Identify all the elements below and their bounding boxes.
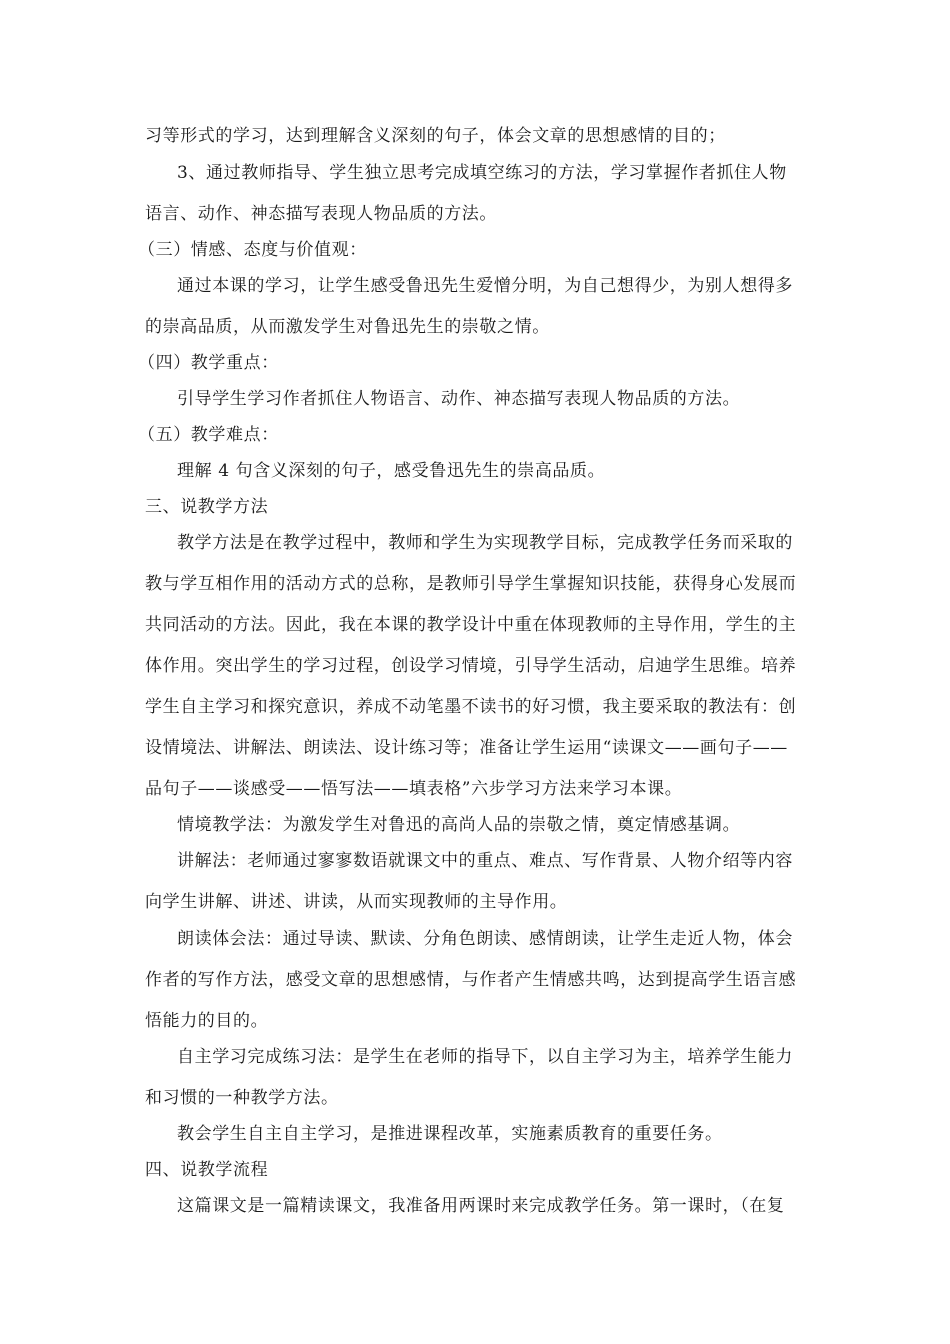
section-heading: （五）教学难点： — [138, 425, 279, 445]
paragraph-line: 品句子——谈感受——悟写法——填表格”六步学习方法来学习本课。 — [145, 779, 683, 799]
section-heading: 三、说教学方法 — [145, 497, 269, 517]
paragraph-line: 作者的写作方法，感受文章的思想感情，与作者产生情感共鸣，达到提高学生语言感 — [145, 970, 797, 990]
paragraph-line: 习等形式的学习，达到理解含义深刻的句子，体会文章的思想感情的目的； — [145, 126, 726, 146]
section-heading: （三）情感、态度与价值观： — [138, 240, 367, 260]
paragraph-line: 教会学生自主自主学习，是推进课程改革，实施素质教育的重要任务。 — [177, 1124, 723, 1144]
section-heading: 四、说教学流程 — [145, 1160, 269, 1180]
paragraph-line: 向学生讲解、讲述、讲读，从而实现教师的主导作用。 — [145, 892, 568, 912]
paragraph-line: 的崇高品质，从而激发学生对鲁迅先生的崇敬之情。 — [145, 317, 550, 337]
paragraph-line: 和习惯的一种教学方法。 — [145, 1088, 339, 1108]
paragraph-line: 教与学互相作用的活动方式的总称，是教师引导学生掌握知识技能，获得身心发展而 — [145, 574, 797, 594]
paragraph-line: 这篇课文是一篇精读课文，我准备用两课时来完成教学任务。第一课时，（在复 — [177, 1196, 785, 1216]
paragraph-line: 体作用。突出学生的学习过程，创设学习情境，引导学生活动，启迪学生思维。培养 — [145, 656, 797, 676]
paragraph-line: 悟能力的目的。 — [145, 1011, 269, 1031]
paragraph-line: 朗读体会法：通过导读、默读、分角色朗读、感情朗读，让学生走近人物，体会 — [177, 929, 793, 949]
paragraph-line: 学生自主学习和探究意识，养成不动笔墨不读书的好习惯，我主要采取的教法有：创 — [145, 697, 797, 717]
paragraph-line: 引导学生学习作者抓住人物语言、动作、神态描写表现人物品质的方法。 — [177, 389, 741, 409]
paragraph-line: 讲解法：老师通过寥寥数语就课文中的重点、难点、写作背景、人物介绍等内容 — [177, 851, 793, 871]
section-heading: （四）教学重点： — [138, 353, 279, 373]
paragraph-line: 教学方法是在教学过程中，教师和学生为实现教学目标，完成教学任务而采取的 — [177, 533, 793, 553]
paragraph-line: 语言、动作、神态描写表现人物品质的方法。 — [145, 204, 497, 224]
paragraph-line: 理解 4 句含义深刻的句子，感受鲁迅先生的崇高品质。 — [177, 461, 606, 481]
paragraph-line: 3、通过教师指导、学生独立思考完成填空练习的方法，学习掌握作者抓住人物 — [177, 163, 787, 183]
paragraph-line: 自主学习完成练习法：是学生在老师的指导下，以自主学习为主，培养学生能力 — [177, 1047, 793, 1067]
paragraph-line: 共同活动的方法。因此，我在本课的教学设计中重在体现教师的主导作用，学生的主 — [145, 615, 797, 635]
paragraph-line: 设情境法、讲解法、朗读法、设计练习等；准备让学生运用“读课文——画句子—— — [145, 738, 788, 758]
paragraph-line: 情境教学法：为激发学生对鲁迅的高尚人品的崇敬之情，奠定情感基调。 — [177, 815, 741, 835]
paragraph-line: 通过本课的学习，让学生感受鲁迅先生爱憎分明，为自己想得少，为别人想得多 — [177, 276, 793, 296]
